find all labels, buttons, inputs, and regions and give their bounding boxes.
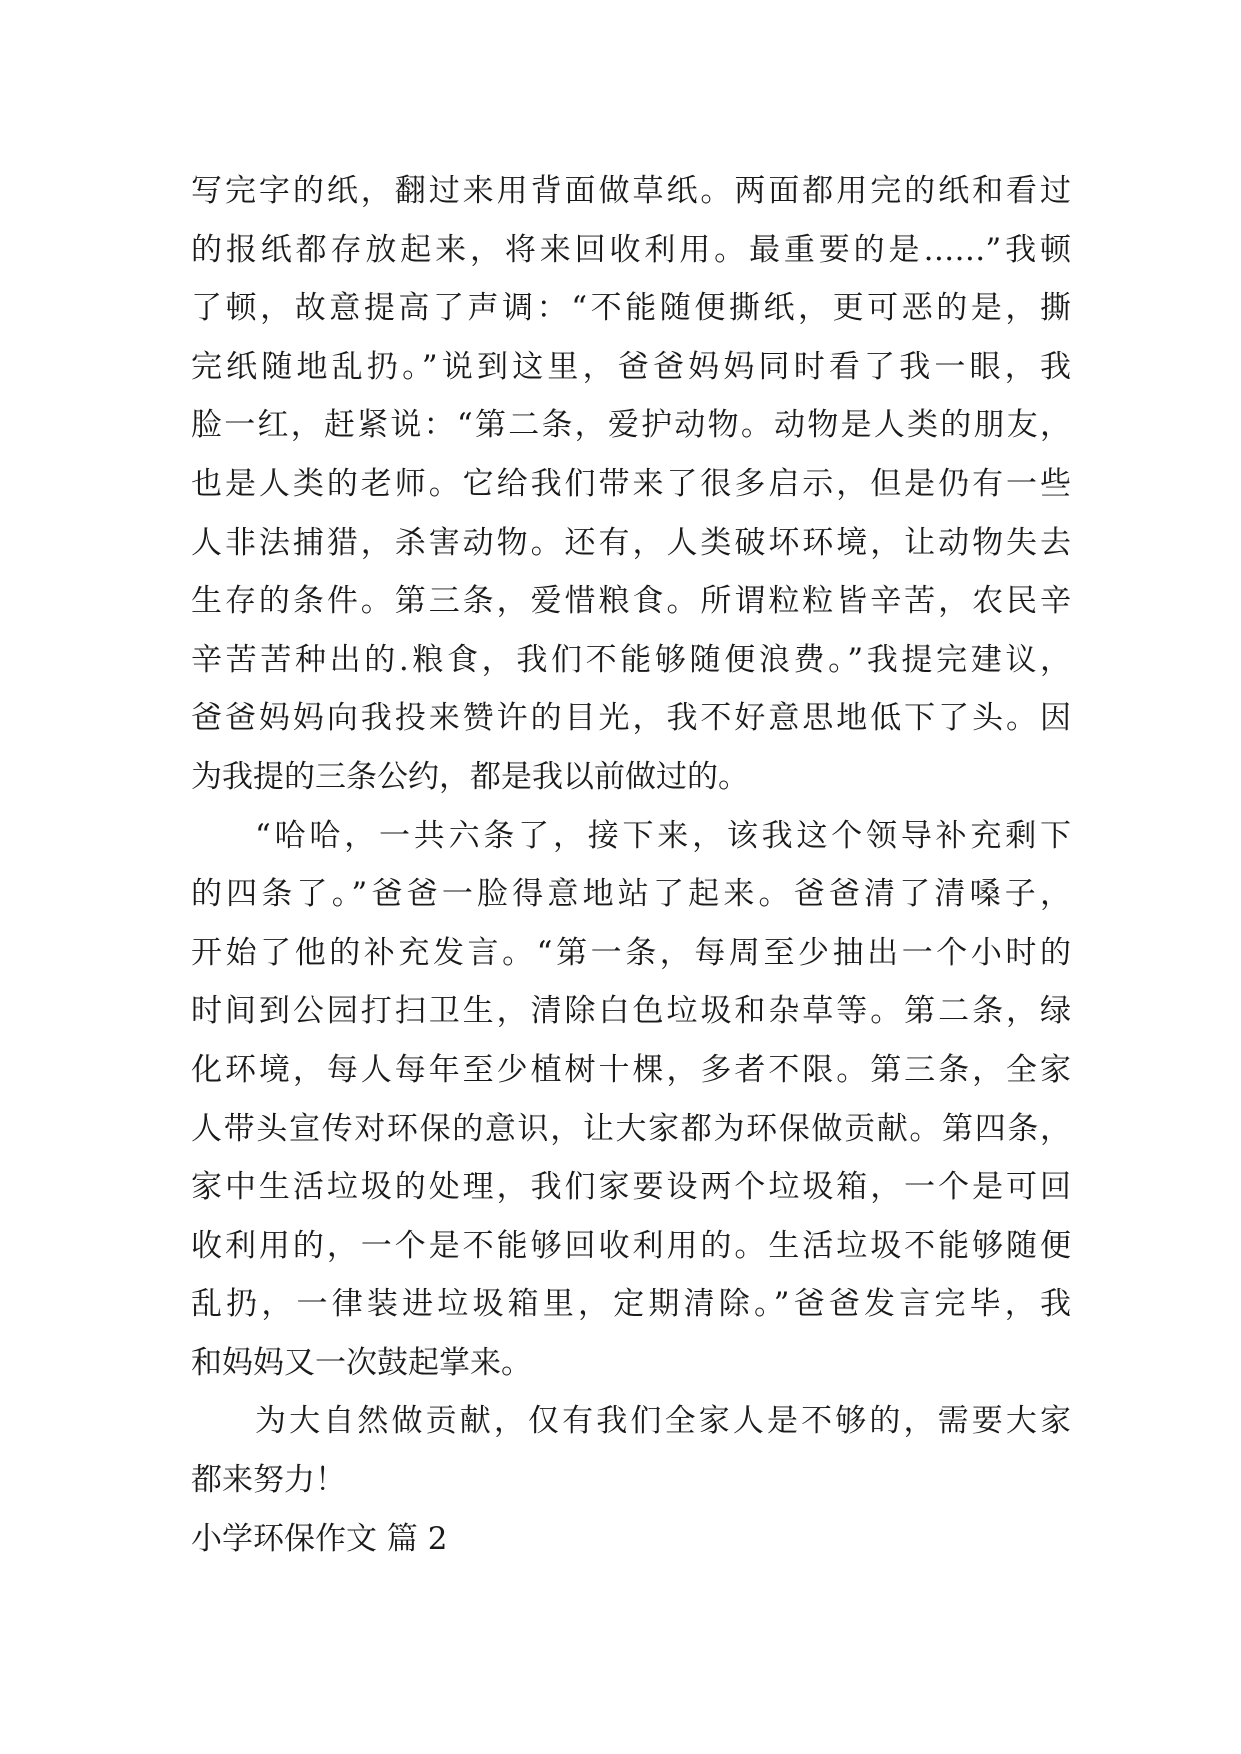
paragraph-3 — [191, 1392, 1071, 1509]
text-line: 辛苦苦种出的.粮食，我们不能够随便浪费。”我提完建议， — [191, 641, 1071, 678]
text-line: 为大自然做贡献，仅有我们全家人是不够的，需要大家 — [255, 1403, 1071, 1440]
text-line: 写完字的纸，翻过来用背面做草纸。两面都用完的纸和看过 — [191, 173, 1071, 209]
text-line: 的四条了。”爸爸一脸得意地站了起来。爸爸清了清嗓子， — [191, 876, 1071, 913]
text-line: 开始了他的补充发言。“第一条，每周至少抽出一个小时的 — [191, 934, 1071, 971]
text-line: 的报纸都存放起来，将来回收利用。最重要的是……”我顿 — [191, 231, 1071, 268]
text-line: 生存的条件。第三条，爱惜粮食。所谓粒粒皆辛苦，农民辛 — [191, 583, 1071, 620]
text-line: 都来努力！ — [191, 1462, 346, 1499]
text-line: 化环境，每人每年至少植树十棵，多者不限。第三条，全家 — [191, 1051, 1071, 1088]
text-line: 时间到公园打扫卫生，清除白色垃圾和杂草等。第二条，绿 — [191, 993, 1071, 1030]
text-line: 为我提的三条公约，都是我以前做过的。 — [191, 758, 749, 795]
text-line: 了顿，故意提高了声调：“不能随便撕纸，更可恶的是，撕 — [191, 290, 1071, 327]
paragraph-1 — [191, 162, 1071, 807]
text-line: 人带头宣传对环保的意识，让大家都为环保做贡献。第四条， — [191, 1110, 1071, 1147]
text-line: “哈哈，一共六条了，接下来，该我这个领导补充剩下 — [255, 817, 1071, 854]
text-line: 收利用的，一个是不能够回收利用的。生活垃圾不能够随便 — [191, 1227, 1071, 1264]
text-line: 也是人类的老师。它给我们带来了很多启示，但是仍有一些 — [191, 465, 1071, 502]
article-body — [191, 162, 1071, 1568]
text-line: 完纸随地乱扔。”说到这里，爸爸妈妈同时看了我一眼，我 — [191, 348, 1071, 385]
paragraph-2 — [191, 807, 1071, 1393]
text-line: 脸一红，赶紧说：“第二条，爱护动物。动物是人类的朋友， — [191, 407, 1071, 444]
text-line: 和妈妈又一次鼓起掌来。 — [191, 1344, 532, 1381]
text-line: 人非法捕猎，杀害动物。还有，人类破坏环境，让动物失去 — [191, 524, 1071, 561]
text-line: 家中生活垃圾的处理，我们家要设两个垃圾箱，一个是可回 — [191, 1169, 1071, 1206]
text-line: 爸爸妈妈向我投来赞许的目光，我不好意思地低下了头。因 — [191, 700, 1071, 737]
text-line: 乱扔，一律装进垃圾箱里，定期清除。”爸爸发言完毕，我 — [191, 1286, 1071, 1323]
section-heading: 小学环保作文 篇 2 — [191, 1520, 448, 1557]
